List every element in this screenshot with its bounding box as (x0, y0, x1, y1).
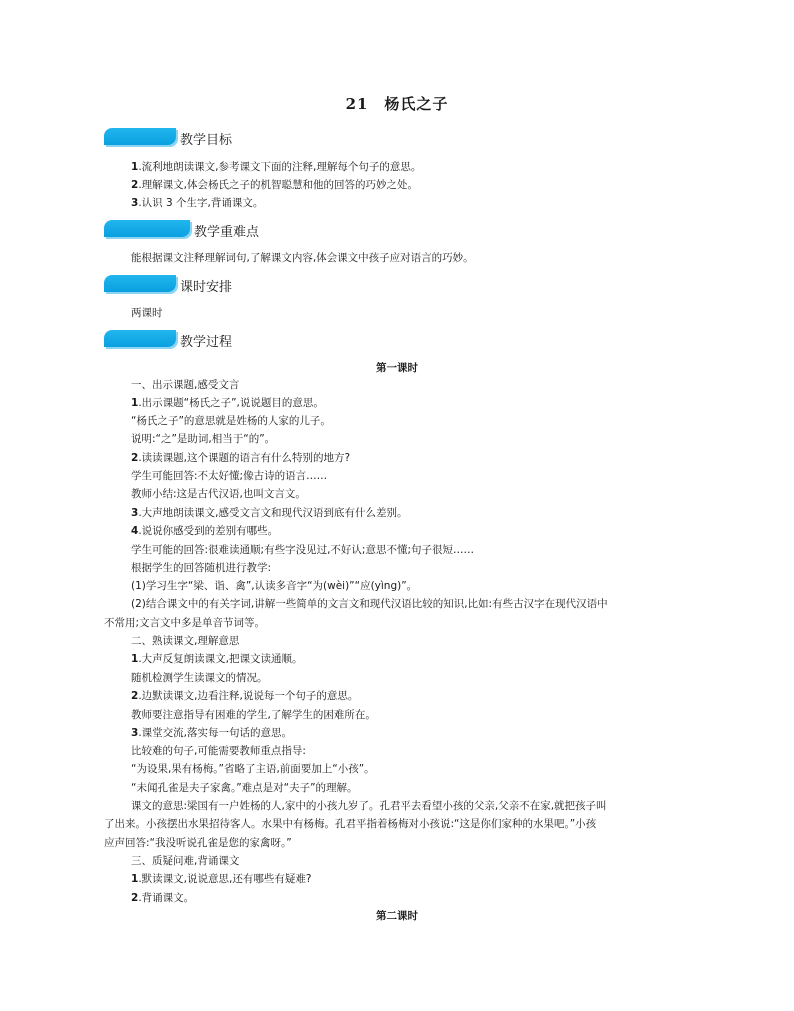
body-line: “杨氏之子”的意思就是姓杨的人家的儿子。 (131, 415, 331, 427)
body-line: “为设果,果有杨梅。”省略了主语,前面要加上“小孩”。 (131, 763, 375, 775)
section-marker-icon (104, 220, 190, 237)
body-line: 1.大声反复朗读课文,把课文读通顺。 (131, 653, 303, 665)
section-title: 课时安排 (180, 280, 233, 295)
body-line: 教师小结:这是古代汉语,也叫文言文。 (131, 488, 306, 500)
section-marker-icon (104, 330, 176, 347)
goal-item: 3.认识 3 个生字,背诵课文。 (131, 197, 264, 209)
body-line: “未闻孔雀是夫子家禽。”难点是对“夫子”的理解。 (131, 782, 358, 794)
goal-item: 2.理解课文,体会杨氏之子的机智聪慧和他的回答的巧妙之处。 (131, 179, 418, 191)
body-line: 1.出示课题“杨氏之子”,说说题目的意思。 (131, 397, 324, 409)
body-line: 课文的意思:梁国有一户姓杨的人,家中的小孩九岁了。孔君平去看望小孩的父亲,父亲不在家,就把孩子叫 (131, 800, 607, 812)
body-line: (1)学习生字“梁、诣、禽”,认读多音字“为(wèi)”“应(yìng)”。 (131, 580, 418, 592)
body-line: 学生可能的回答:很难读通顺;有些字没见过,不好认;意思不懂;句子很短…… (131, 544, 474, 556)
body-line: 教师要注意指导有困难的学生,了解学生的困难所在。 (131, 709, 376, 721)
schedule-text: 两课时 (131, 307, 163, 319)
body-line: 3.大声地朗读课文,感受文言文和现代汉语到底有什么差别。 (131, 507, 408, 519)
body-line: 不常用;文言文中多是单音节词等。 (104, 617, 266, 629)
lesson-heading: 第一课时 (376, 362, 418, 374)
subheading: 一、出示课题,感受文言 (131, 379, 240, 391)
lesson-heading: 第二课时 (376, 910, 418, 922)
body-line: 1.默读课文,说说意思,还有哪些有疑难? (131, 873, 312, 885)
body-line: 说明:“之”是助词,相当于“的”。 (131, 433, 276, 445)
body-line: 学生可能回答:不太好懂;像古诗的语言…… (131, 470, 328, 482)
body-line: 比较难的句子,可能需要教师重点指导: (131, 745, 306, 757)
subheading: 二、熟读课文,理解意思 (131, 635, 240, 647)
body-line: 了出来。小孩摆出水果招待客人。水果中有杨梅。孔君平指着杨梅对小孩说:“这是你们家种的水果吧。”小孩 (104, 818, 597, 830)
body-line: 3.课堂交流,落实每一句话的意思。 (131, 727, 292, 739)
subheading: 三、质疑问难,背诵课文 (131, 855, 240, 867)
page-title: 21 杨氏之子 (345, 95, 449, 113)
body-line: 根据学生的回答随机进行教学: (131, 562, 272, 574)
body-line: 随机检测学生读课文的情况。 (131, 672, 268, 684)
body-line: 2.边默读课文,边看注释,说说每一个句子的意思。 (131, 690, 359, 702)
goal-item: 1.流利地朗读课文,参考课文下面的注释,理解每个句子的意思。 (131, 161, 422, 173)
section-title: 教学目标 (180, 133, 233, 148)
section-title: 教学过程 (180, 335, 233, 350)
body-line: (2)结合课文中的有关字词,讲解一些简单的文言文和现代汉语比较的知识,比如:有些古汉字在现代汉语中 (131, 598, 608, 610)
body-line: 4.说说你感受到的差别有哪些。 (131, 525, 279, 537)
keypoints-text: 能根据课文注释理解词句,了解课文内容,体会课文中孩子应对语言的巧妙。 (131, 252, 474, 264)
section-marker-icon (104, 128, 176, 145)
body-line: 应声回答:“我没听说孔雀是您的家禽呀。” (104, 837, 292, 849)
section-marker-icon (104, 275, 176, 292)
body-line: 2.读读课题,这个课题的语言有什么特别的地方? (131, 452, 351, 464)
section-title: 教学重难点 (194, 225, 260, 240)
body-line: 2.背诵课文。 (131, 892, 195, 904)
